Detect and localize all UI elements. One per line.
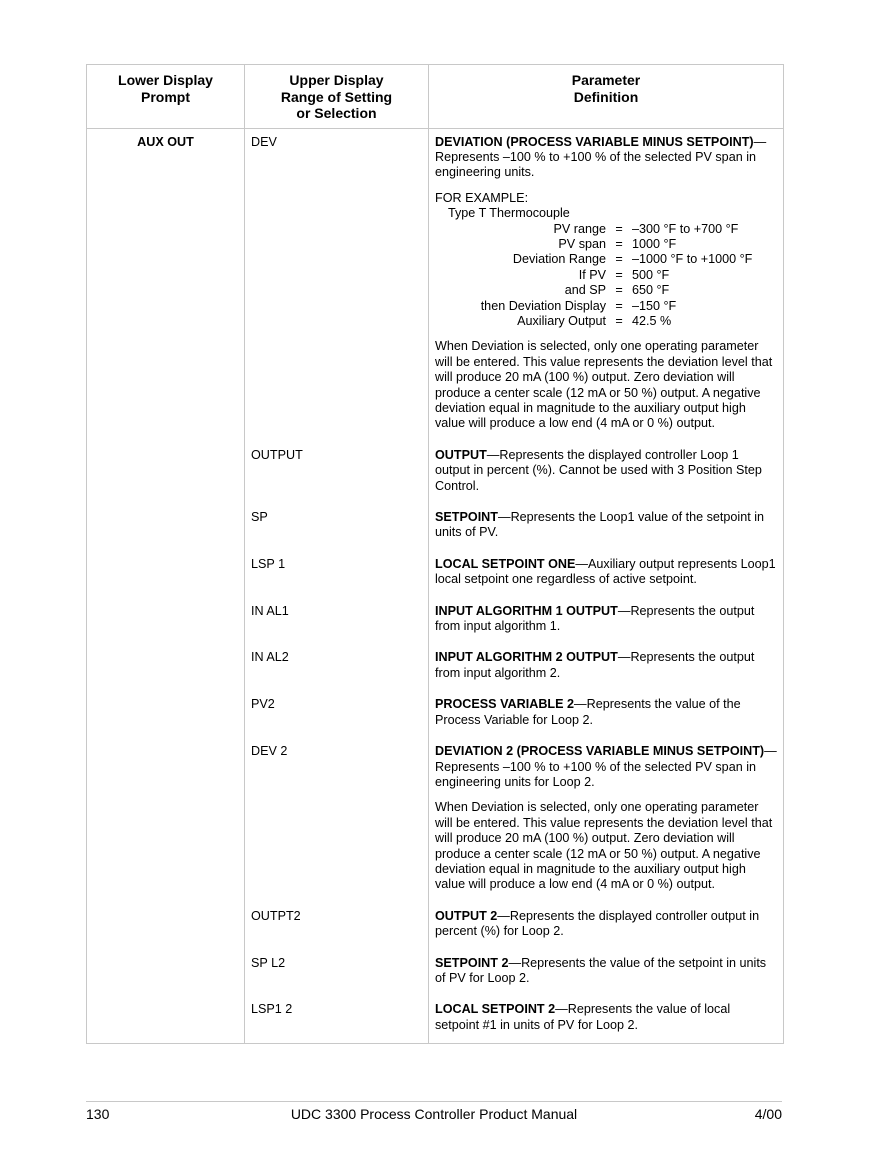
definition-title: SETPOINT <box>435 510 498 525</box>
definition-title: LOCAL SETPOINT 2 <box>435 1002 556 1017</box>
definition <box>429 504 783 551</box>
header-lower-display-prompt: Lower Display Prompt <box>87 65 245 128</box>
table-row <box>245 504 783 551</box>
example-line <box>435 237 777 252</box>
table-row <box>245 598 783 645</box>
table-row <box>245 691 783 738</box>
selection-value: DEV 2 <box>245 738 429 903</box>
definition <box>429 996 783 1043</box>
revision-date: 4/00 <box>754 1106 782 1122</box>
table-row <box>245 644 783 691</box>
definition-title: DEVIATION 2 (PROCESS VARIABLE MINUS SETPOINT) <box>435 744 765 759</box>
example-line <box>435 268 777 283</box>
example-line <box>435 314 777 329</box>
definition-text: —Represents the value of the Process Variable for Loop 2. <box>435 697 741 727</box>
definition <box>429 738 783 903</box>
definition-title: OUTPUT <box>435 447 487 462</box>
definition-text: —Represents the value of local setpoint #1 in units of PV for Loop 2. <box>435 1002 731 1032</box>
parameter-table <box>86 64 784 1044</box>
definition-title: OUTPUT 2 <box>435 908 498 923</box>
page-number: 130 <box>86 1106 110 1122</box>
selection-value: SP L2 <box>245 950 429 997</box>
definition-text: —Represents –100 % to +100 % of the selected PV span in engineering units. <box>435 134 767 180</box>
example-line <box>435 222 777 237</box>
definition <box>429 551 783 598</box>
example-label: Deviation Range <box>512 252 606 267</box>
example-label: PV span <box>558 236 606 251</box>
table-body <box>87 129 783 1044</box>
selection-value: OUTPUT <box>245 442 429 504</box>
table-row <box>245 442 783 504</box>
example-label: and SP <box>564 283 606 298</box>
example-equals: = <box>615 313 623 328</box>
example-value: –1000 °F to +1000 °F <box>632 252 753 267</box>
definition-note: When Deviation is selected, only one operating parameter will be entered. This value represents the deviation level that will produce 20 mA (100 %) output. Zero deviation will produce a center scale (12 mA or 50 %) output. A negative deviation equal in magnitude to the auxiliary output high value will produce a low end (4 mA or 0 %) output. <box>435 800 773 892</box>
page-footer <box>86 1101 782 1122</box>
selection-value: LSP 1 <box>245 551 429 598</box>
definition-text: —Represents the displayed controller Loop 1 output in percent (%). Cannot be used with 3 Position Step Control. <box>435 447 762 493</box>
selection-value: OUTPT2 <box>245 903 429 950</box>
table-row <box>245 903 783 950</box>
example-equals: = <box>615 236 623 251</box>
header-upper-display-range: Upper Display Range of Setting or Selection <box>245 65 429 128</box>
table-row <box>245 996 783 1043</box>
definition-text: —Auxiliary output represents Loop1 local setpoint one regardless of active setpoint. <box>435 556 776 587</box>
definition-text: —Represents the value of the setpoint in units of PV for Loop 2. <box>435 955 767 985</box>
example-value: –300 °F to +700 °F <box>632 221 739 236</box>
manual-title: UDC 3300 Process Controller Product Manual <box>290 1106 578 1122</box>
example-value: –150 °F <box>632 298 677 313</box>
example-value: 650 °F <box>632 283 670 298</box>
example-equals: = <box>615 283 623 298</box>
definition-title: LOCAL SETPOINT ONE <box>435 556 576 571</box>
selection-rows <box>245 129 783 1044</box>
selection-value: PV2 <box>245 691 429 738</box>
example-value: 1000 °F <box>632 236 677 251</box>
definition <box>429 903 783 950</box>
table-row <box>245 551 783 598</box>
table-row <box>245 950 783 997</box>
example-equals: = <box>615 221 623 236</box>
example-label: If PV <box>578 267 606 282</box>
example-label: Auxiliary Output <box>517 313 606 328</box>
definition <box>429 598 783 645</box>
definition-title: INPUT ALGORITHM 1 OUTPUT <box>435 603 618 618</box>
definition-text: —Represents the output from input algorithm 1. <box>435 603 755 634</box>
table-header <box>87 65 783 129</box>
definition-text: —Represents the output from input algorithm 2. <box>435 650 755 680</box>
example-lines <box>435 222 777 330</box>
definition <box>429 691 783 738</box>
definition-title: DEVIATION (PROCESS VARIABLE MINUS SETPOINT) <box>435 134 754 149</box>
example-line <box>435 283 777 298</box>
example-label: PV range <box>553 221 606 236</box>
table-row <box>245 129 783 442</box>
selection-value: LSP1 2 <box>245 996 429 1043</box>
example-label: then Deviation Display <box>480 298 606 313</box>
definition-text: —Represents –100 % to +100 % of the selected PV span in engineering units for Loop 2. <box>435 744 777 789</box>
example-block <box>435 191 777 330</box>
example-line <box>435 299 777 314</box>
definition-note: When Deviation is selected, only one operating parameter will be entered. This value represents the deviation level that will produce 20 mA (100 %) output. Zero deviation will produce a center scale (12 mA or 50 %) output. A negative deviation equal in magnitude to the auxiliary output high value will produce a low end (4 mA or 0 %) output. <box>435 339 773 431</box>
lower-display-prompt: AUX OUT <box>87 129 245 1044</box>
example-line <box>435 252 777 267</box>
selection-value: IN AL2 <box>245 644 429 691</box>
selection-value: IN AL1 <box>245 598 429 645</box>
example-heading: FOR EXAMPLE: <box>435 190 529 205</box>
definition-title: INPUT ALGORITHM 2 OUTPUT <box>435 650 618 665</box>
example-equals: = <box>615 267 623 282</box>
definition <box>429 129 783 442</box>
example-value: 42.5 % <box>632 313 672 328</box>
definition-text: —Represents the Loop1 value of the setpoint in units of PV. <box>435 510 765 540</box>
definition <box>429 442 783 504</box>
selection-value: DEV <box>245 129 429 442</box>
example-value: 500 °F <box>632 267 670 282</box>
selection-value: SP <box>245 504 429 551</box>
definition <box>429 950 783 997</box>
definition-title: PROCESS VARIABLE 2 <box>435 697 575 712</box>
definition-title: SETPOINT 2 <box>435 955 509 970</box>
header-parameter-definition: Parameter Definition <box>571 72 641 105</box>
example-equals: = <box>615 252 623 267</box>
definition-text: —Represents the displayed controller output in percent (%) for Loop 2. <box>435 908 760 939</box>
example-subheading: Type T Thermocouple <box>448 206 570 221</box>
example-equals: = <box>615 298 623 313</box>
definition <box>429 644 783 691</box>
table-row <box>245 738 783 903</box>
